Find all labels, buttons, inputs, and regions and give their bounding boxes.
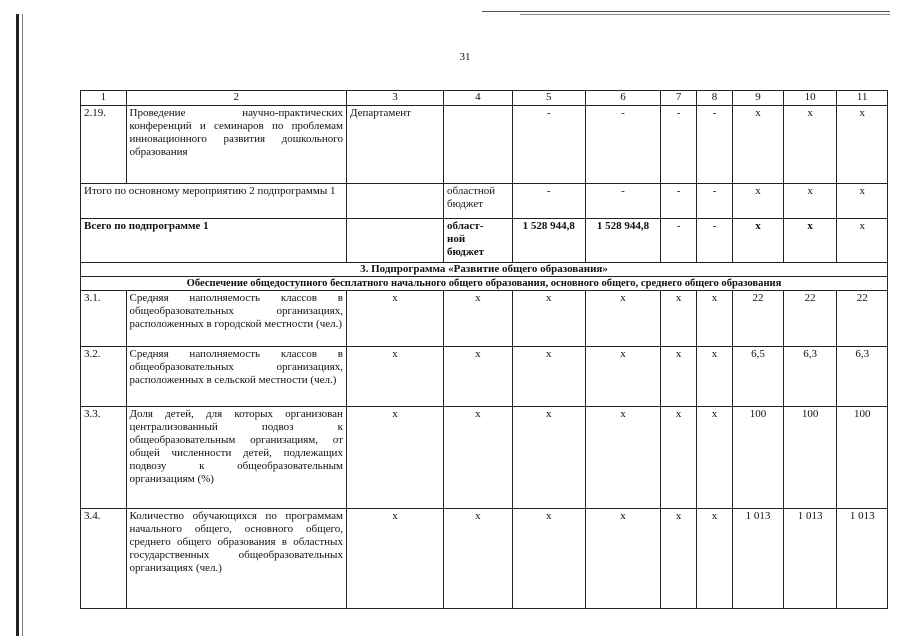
cell: 1 013 (783, 509, 837, 609)
cell: х (346, 509, 443, 609)
row-number: 3.3. (81, 407, 127, 509)
table-row (81, 291, 888, 347)
cell: х (733, 184, 784, 219)
header-cell: 1 (81, 91, 127, 106)
header-cell: 8 (696, 91, 732, 106)
cell: х (346, 407, 443, 509)
header-cell: 6 (585, 91, 661, 106)
cell: х (783, 184, 837, 219)
table-row-total-sub (81, 219, 888, 263)
cell: х (585, 347, 661, 407)
program-table (80, 90, 888, 609)
cell: 22 (837, 291, 888, 347)
scan-top-rule (482, 11, 890, 12)
cell: - (585, 106, 661, 184)
cell: х (696, 291, 732, 347)
header-cell: 9 (733, 91, 784, 106)
header-row (81, 91, 888, 106)
total-sub-source-text: област-ной бюджет (447, 220, 484, 258)
cell: х (696, 407, 732, 509)
section-row (81, 263, 888, 277)
cell: 22 (783, 291, 837, 347)
row-name: Доля детей, для которых организован централизованный подвоз к общеобразовательным организациям, от общей численности детей, подлежащих подвозу к общеобразовательным организациям (%) (126, 407, 346, 509)
total-main-name: Итого по основному мероприятию 2 подпрограммы 1 (81, 184, 347, 219)
row-name: Средняя наполняемость классов в общеобразовательных организациях, расположенных в сельской местности (чел.) (126, 347, 346, 407)
cell: 1 013 (837, 509, 888, 609)
header-cell: 5 (512, 91, 585, 106)
cell: - (585, 184, 661, 219)
total-sub-name: Всего по подпрограмме 1 (81, 219, 347, 263)
cell: х (512, 347, 585, 407)
cell: - (696, 219, 732, 263)
cell: - (512, 106, 585, 184)
cell: х (837, 219, 888, 263)
cell: х (661, 509, 696, 609)
row-number: 3.4. (81, 509, 127, 609)
row-name: Проведение научно-практических конференций и семинаров по проблемам инновационного развития дошкольного образования (126, 106, 346, 184)
cell: х (837, 106, 888, 184)
header-cell: 4 (444, 91, 513, 106)
cell: х (696, 347, 732, 407)
cell: х (444, 407, 513, 509)
cell: - (661, 106, 696, 184)
row-number: 2.19. (81, 106, 127, 184)
cell: 6,3 (783, 347, 837, 407)
cell: х (346, 291, 443, 347)
cell: 100 (837, 407, 888, 509)
section-title: 3. Подпрограмма «Развитие общего образования» (81, 263, 888, 277)
cell: х (444, 347, 513, 407)
cell: х (783, 106, 837, 184)
cell: х (444, 509, 513, 609)
cell: х (512, 291, 585, 347)
cell: 1 528 944,8 (585, 219, 661, 263)
cell: - (512, 184, 585, 219)
table-row (81, 407, 888, 509)
table-row (81, 106, 888, 184)
cell: х (733, 106, 784, 184)
cell: х (512, 509, 585, 609)
header-cell: 3 (346, 91, 443, 106)
cell: х (585, 407, 661, 509)
row-number: 3.1. (81, 291, 127, 347)
cell: 100 (733, 407, 784, 509)
row-number: 3.2. (81, 347, 127, 407)
cell: х (783, 219, 837, 263)
row-name: Количество обучающихся по программам начального общего, основного общего, среднего общего образования в областных государственных общеобразовательных организациях (чел.) (126, 509, 346, 609)
cell: 1 013 (733, 509, 784, 609)
total-sub-source (444, 219, 513, 263)
cell: х (585, 509, 661, 609)
cell: х (444, 291, 513, 347)
cell: 22 (733, 291, 784, 347)
cell (346, 184, 443, 219)
subsection-title: Обеспечение общедоступного бесплатного начального общего образования, основного общего, среднего общего образования (81, 277, 888, 291)
header-cell: 10 (783, 91, 837, 106)
cell: х (661, 291, 696, 347)
scan-top-rule-thin (520, 14, 890, 15)
scan-left-edge (16, 14, 19, 636)
subsection-row (81, 277, 888, 291)
cell: х (837, 184, 888, 219)
cell: х (661, 347, 696, 407)
cell: 6,3 (837, 347, 888, 407)
row-executor: Департамент (346, 106, 443, 184)
header-cell: 2 (126, 91, 346, 106)
cell: 1 528 944,8 (512, 219, 585, 263)
page-number: 31 (459, 51, 471, 63)
cell: х (696, 509, 732, 609)
cell: 100 (783, 407, 837, 509)
cell: х (346, 347, 443, 407)
cell (346, 219, 443, 263)
cell: х (733, 219, 784, 263)
cell: - (661, 219, 696, 263)
row-source (444, 106, 513, 184)
cell: х (661, 407, 696, 509)
cell: х (585, 291, 661, 347)
cell: - (696, 106, 732, 184)
table-row (81, 509, 888, 609)
cell: х (512, 407, 585, 509)
cell: 6,5 (733, 347, 784, 407)
table-row (81, 347, 888, 407)
table-row-total-main (81, 184, 888, 219)
cell: - (696, 184, 732, 219)
header-cell: 7 (661, 91, 696, 106)
scan-left-edge-thin (22, 14, 23, 636)
header-cell: 11 (837, 91, 888, 106)
total-main-source: областной бюджет (444, 184, 513, 219)
cell: - (661, 184, 696, 219)
row-name: Средняя наполняемость классов в общеобразовательных организациях, расположенных в городской местности (чел.) (126, 291, 346, 347)
